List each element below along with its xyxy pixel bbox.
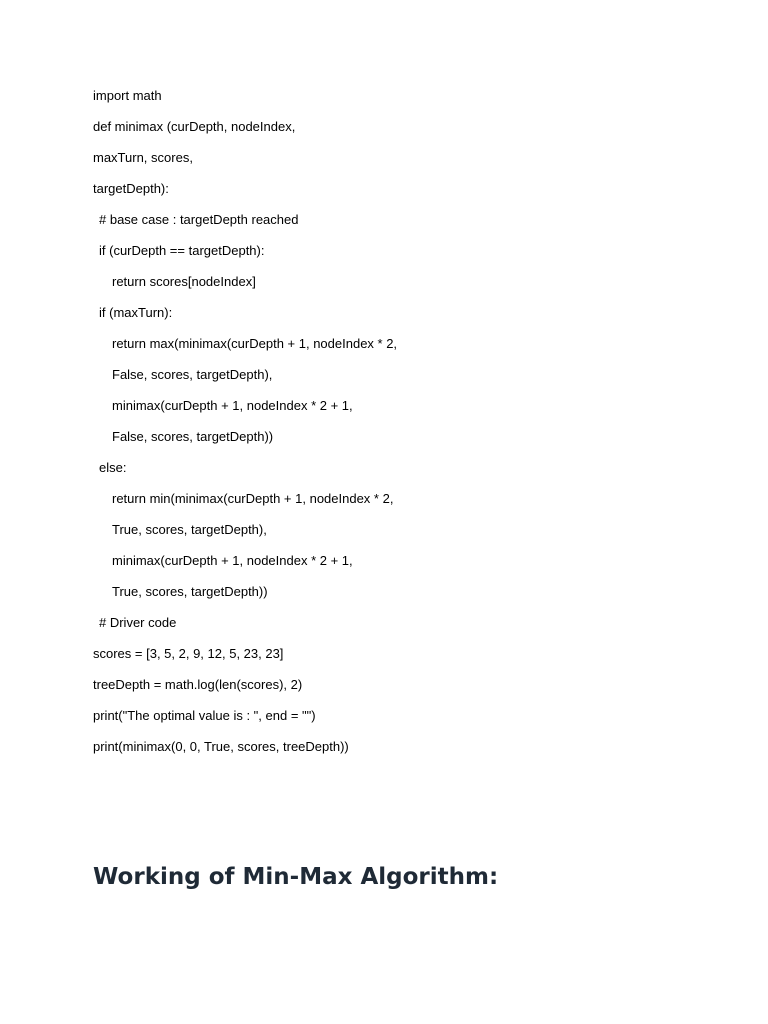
code-line: import math bbox=[93, 88, 162, 103]
code-line: scores = [3, 5, 2, 9, 12, 5, 23, 23] bbox=[93, 646, 284, 661]
code-line: False, scores, targetDepth), bbox=[112, 367, 273, 382]
code-line: # Driver code bbox=[99, 615, 177, 630]
code-line: maxTurn, scores, bbox=[93, 150, 193, 165]
code-block bbox=[93, 87, 693, 769]
code-line: minimax(curDepth + 1, nodeIndex * 2 + 1, bbox=[112, 398, 353, 413]
code-line: if (curDepth == targetDepth): bbox=[99, 243, 265, 258]
code-line: treeDepth = math.log(len(scores), 2) bbox=[93, 677, 303, 692]
code-line: minimax(curDepth + 1, nodeIndex * 2 + 1, bbox=[112, 553, 353, 568]
code-line: else: bbox=[99, 460, 127, 475]
code-line: if (maxTurn): bbox=[99, 305, 173, 320]
code-line: True, scores, targetDepth), bbox=[112, 522, 267, 537]
code-line: return scores[nodeIndex] bbox=[112, 274, 256, 289]
code-line: True, scores, targetDepth)) bbox=[112, 584, 268, 599]
code-line: def minimax (curDepth, nodeIndex, bbox=[93, 119, 296, 134]
code-line: targetDepth): bbox=[93, 181, 169, 196]
code-line: return min(minimax(curDepth + 1, nodeIndex * 2, bbox=[112, 491, 394, 506]
section-heading: Working of Min-Max Algorithm: bbox=[93, 864, 499, 890]
code-line: # base case : targetDepth reached bbox=[99, 212, 299, 227]
code-line: return max(minimax(curDepth + 1, nodeIndex * 2, bbox=[112, 336, 398, 351]
code-line: False, scores, targetDepth)) bbox=[112, 429, 274, 444]
code-line: print("The optimal value is : ", end = "") bbox=[93, 708, 316, 723]
code-line: print(minimax(0, 0, True, scores, treeDepth)) bbox=[93, 739, 349, 754]
